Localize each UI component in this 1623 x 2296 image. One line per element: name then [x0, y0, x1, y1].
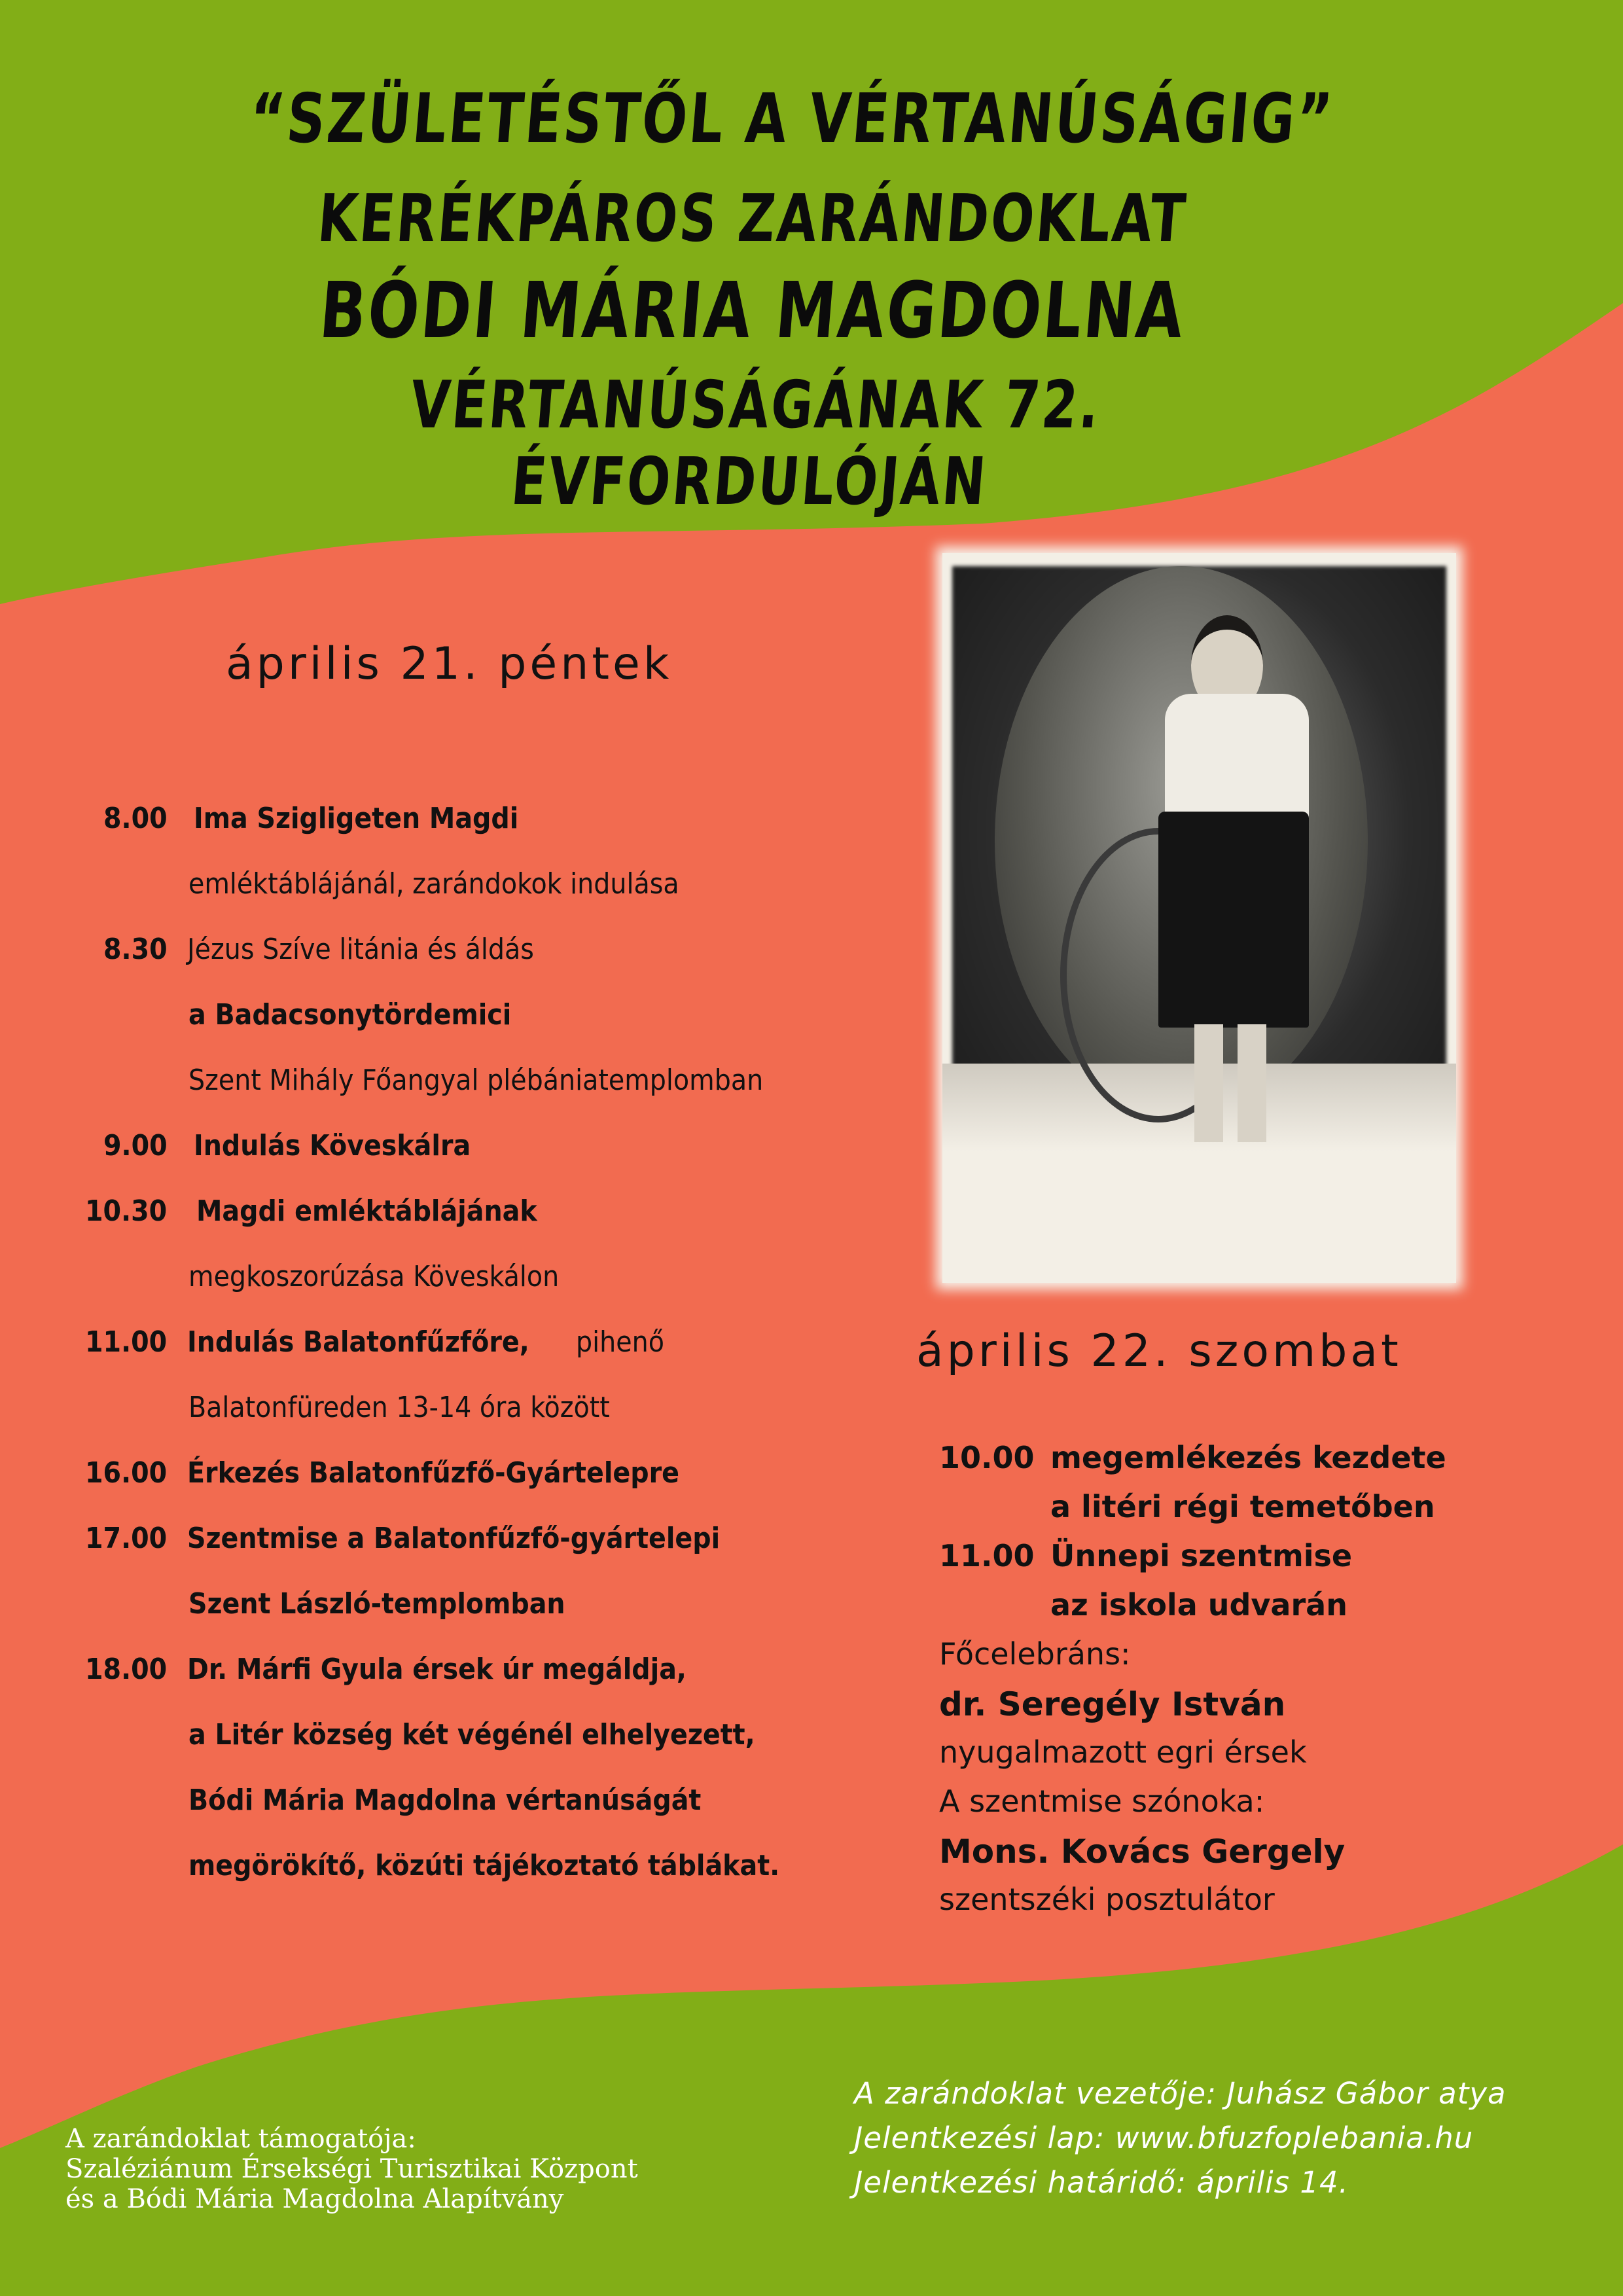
day1-heading: április 21. péntek [226, 638, 673, 690]
event-text: megörökítő, közúti tájékoztató táblákat. [188, 1849, 780, 1882]
deadline-line: Jelentkezési határidő: április 14. [854, 2165, 1349, 2200]
leader-line: A zarándoklat vezetője: Juhász Gábor atya [854, 2076, 1507, 2111]
event-text: Magdi emléktáblájának [196, 1194, 537, 1228]
event-time: 8.00 [103, 802, 168, 835]
title-line-2: KERÉKPÁROS ZARÁNDOKLAT [315, 180, 1190, 257]
event-text: Jézus Szíve litánia és áldás [187, 933, 534, 966]
title-line-1: “SZÜLETÉSTŐL A VÉRTANÚSÁGIG” [247, 79, 1337, 158]
title-line-4: VÉRTANÚSÁGÁNAK 72. ÉVFORDULÓJÁN [407, 367, 1105, 520]
event-text: az iskola udvarán [1050, 1587, 1347, 1623]
event-text: Balatonfüreden 13-14 óra között [188, 1391, 610, 1424]
event-text: pihenő [576, 1325, 664, 1359]
event-time: 10.00 [939, 1440, 1035, 1475]
event-time: 9.00 [103, 1129, 168, 1162]
event-text: Érkezés Balatonfűzfő-Gyártelepre [187, 1456, 679, 1490]
speaker-title: szentszéki posztulátor [939, 1882, 1275, 1917]
woman-legs [1194, 1024, 1266, 1142]
event-text: Ünnepi szentmise [1050, 1538, 1353, 1573]
event-text: megkoszorúzása Köveskálon [188, 1260, 560, 1293]
celebrant-name: dr. Seregély István [939, 1685, 1286, 1723]
event-text: a Badacsonytördemici [188, 998, 512, 1031]
event-text: Indulás Köveskálra [194, 1129, 471, 1162]
bicycle-portrait-photo [942, 553, 1456, 1283]
event-text: Szentmise a Balatonfűzfő-gyártelepi [187, 1522, 721, 1555]
event-text: Indulás Balatonfűzfőre, [187, 1325, 529, 1359]
woman-blouse [1165, 694, 1309, 825]
event-text: Ima Szigligeten Magdi [194, 802, 519, 835]
event-time: 11.00 [939, 1538, 1035, 1573]
day2-heading: április 22. szombat [916, 1325, 1402, 1377]
event-time: 17.00 [85, 1522, 168, 1555]
event-text: Szent Mihály Főangyal plébániatemplomban [188, 1064, 764, 1097]
sponsor-line: Szaléziánum Érsekségi Turisztikai Központ [65, 2154, 638, 2184]
event-time: 11.00 [85, 1325, 168, 1359]
event-time: 16.00 [85, 1456, 168, 1490]
sponsor-line: és a Bódi Mária Magdolna Alapítvány [65, 2184, 564, 2214]
sponsor-block [65, 2124, 638, 2214]
event-time: 8.30 [103, 933, 168, 966]
event-text: Szent László-templomban [188, 1587, 565, 1621]
event-time: 10.30 [85, 1194, 168, 1228]
event-text: Bódi Mária Magdolna vértanúságát [188, 1784, 702, 1817]
event-text: Dr. Márfi Gyula érsek úr megáldja, [187, 1653, 687, 1686]
woman-skirt [1158, 812, 1309, 1028]
sponsor-line: A zarándoklat támogatója: [65, 2124, 416, 2154]
speaker-label: A szentmise szónoka: [939, 1784, 1265, 1819]
registration-info-block [854, 2072, 1507, 2205]
event-text: a litéri régi temetőben [1050, 1489, 1435, 1524]
title-line-3: BÓDI MÁRIA MAGDOLNA [316, 265, 1189, 355]
celebrant-label: Főcelebráns: [939, 1636, 1131, 1672]
event-text: megemlékezés kezdete [1050, 1440, 1446, 1475]
event-text: emléktáblájánál, zarándokok indulása [188, 867, 679, 901]
event-time: 18.00 [85, 1653, 168, 1686]
registration-link[interactable]: Jelentkezési lap: www.bfuzfoplebania.hu [854, 2121, 1474, 2155]
event-text: a Litér község két végénél elhelyezett, [188, 1718, 755, 1751]
speaker-name: Mons. Kovács Gergely [939, 1833, 1346, 1871]
celebrant-title: nyugalmazott egri érsek [939, 1734, 1307, 1770]
